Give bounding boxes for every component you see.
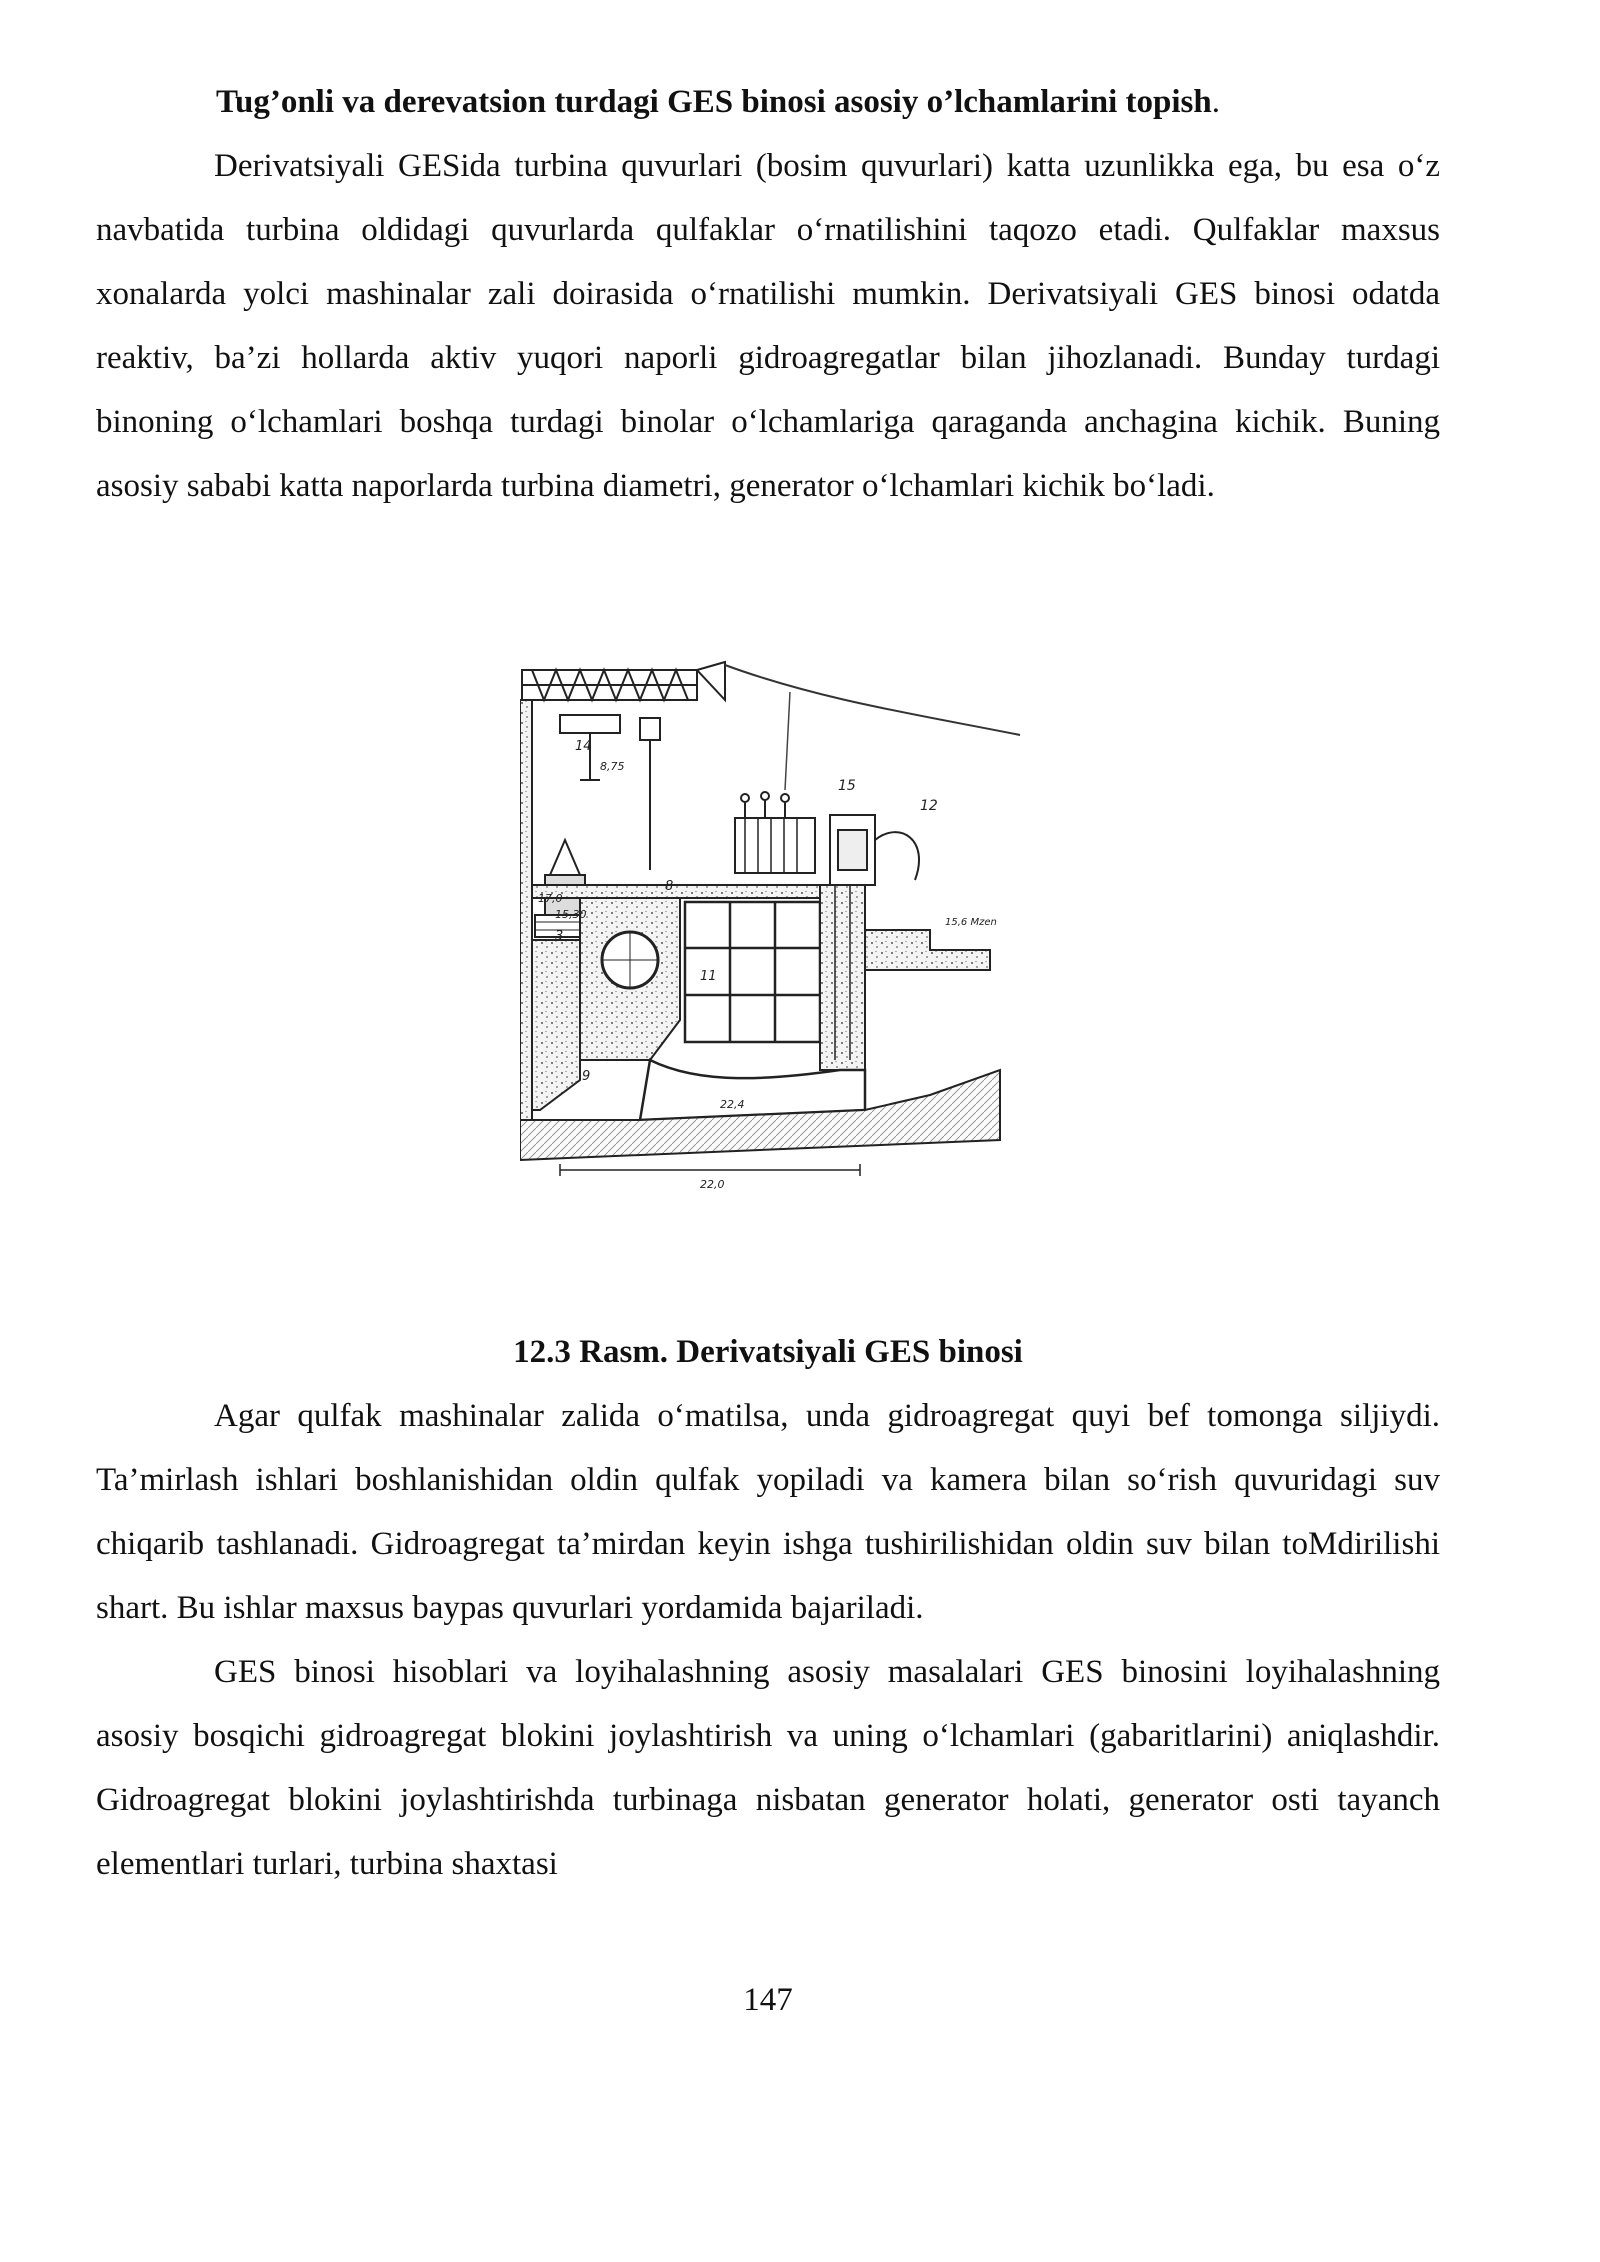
fig-dim-22-0: 22,0	[700, 1178, 725, 1191]
figure-caption: 12.3 Rasm. Derivatsiyali GES binosi	[513, 1334, 1023, 1370]
fig-dim-22-4: 22,4	[720, 1098, 745, 1111]
fig-label-9: 9	[582, 1069, 591, 1084]
paragraph-derivation-intro: Derivatsiyali GESida turbina quvurlari (bosim quvurlari) katta uzunlikka ega, bu esa o‘z navbatida turbina oldidagi quvurlarda qulfaklar o‘rnatilishini taqozo etadi. Qulfaklar maxsus xonalarda yolci mashinalar zali doirasida o‘rnatilishi mumkin. Derivatsiyali GES binosi odatda reaktiv, ba’zi hollarda aktiv yuqori naporli gidroagregatlar bilan jihozlanadi. Bunday turdagi binoning o‘lchamlari boshqa turdagi binolar o‘lchamlariga qaraganda anchagina kichik. Buning asosiy sababi katta naporlarda turbina diametri, generator o‘lchamlari kichik bo‘ladi.	[96, 148, 1440, 504]
fig-dim-15-30: 15,30	[555, 908, 587, 921]
section-heading: Tug’onli va derevatsion turdagi GES binosi asosiy o’lchamlarini topish.	[216, 84, 1220, 120]
tailrace-wall	[865, 930, 990, 970]
fig-label-15: 15	[838, 778, 856, 794]
fig-dim-15-6: 15,6 Mzen	[945, 917, 997, 928]
fig-label-14: 14	[575, 739, 592, 754]
fig-label-3: 3	[555, 929, 564, 944]
gate-shaft	[820, 885, 865, 1070]
gate-hoist	[830, 815, 919, 885]
fig-dim-8-75: 8,75	[600, 760, 625, 773]
fig-label-12: 12	[920, 798, 938, 814]
fig-dim-17-0: 17,0	[538, 892, 563, 905]
power-line	[725, 665, 1020, 735]
roof-truss	[522, 662, 725, 700]
page-number: 147	[743, 1982, 793, 2018]
building-slab	[532, 885, 820, 898]
fig-label-11: 11	[700, 969, 717, 984]
dimension-line	[560, 1164, 860, 1176]
paragraph-gate-placement: Agar qulfak mashinalar zalida o‘matilsa, unda gidroagregat quyi bef tomonga siljiydi. Ta’mirlash ishlari boshlanishidan oldin qulfak yopiladi va kamera bilan so‘rish quvuridagi suv chiqarib tashlanadi. Gidroagregat ta’mirdan keyin ishga tushirilishidan oldin suv bilan toMdirilishi shart. Bu ishlar maxsus baypas quvurlari yordamida bajariladi.	[96, 1398, 1440, 1626]
figure-derivation-hpp-building	[520, 640, 1060, 1210]
transformer	[735, 792, 815, 873]
fig-label-8: 8	[665, 879, 674, 894]
lower-text	[96, 1384, 1440, 1896]
hpp-section-drawing	[520, 640, 1060, 1210]
upper-text	[96, 70, 1440, 518]
left-intake-wall	[532, 940, 580, 1110]
machine-hall-left-wall	[520, 700, 532, 1140]
paragraph-design-stages: GES binosi hisoblari va loyihalashning asosiy masalalari GES binosini loyihalashning asosiy bosqichi gidroagregat blokini joylashtirish va uning o‘lchamlari (gabaritlarini) aniqlashdir. Gidroagregat blokini joylashtirishda turbinaga nisbatan generator holati, generator osti tayanch elementlari turlari, turbina shaxtasi	[96, 1654, 1440, 1882]
